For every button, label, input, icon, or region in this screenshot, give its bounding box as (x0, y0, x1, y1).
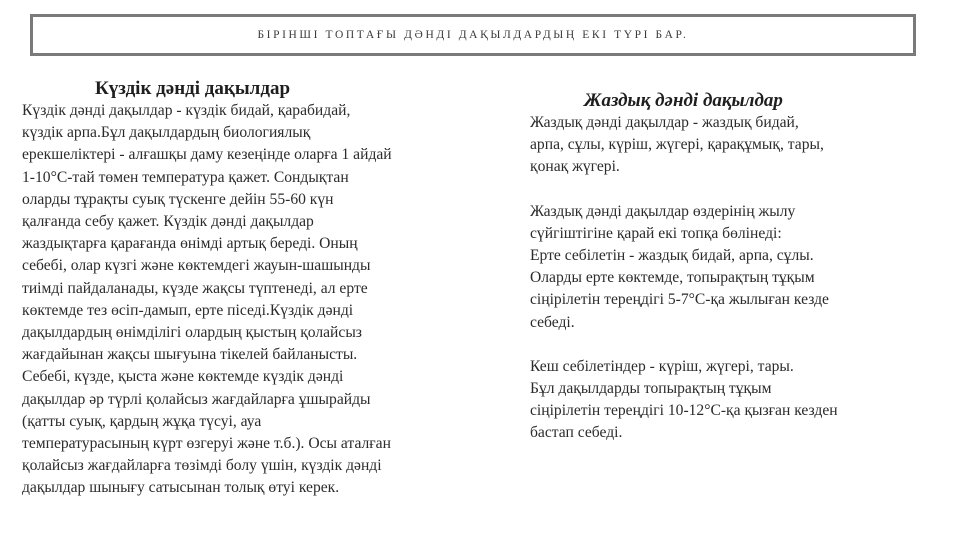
winter-crops-paragraph: Күздік дәнді дақылдар - күздік бидай, қарабидай, күздік арпа.Бұл дақылдардың биологиялық ерекшеліктері - алғашқы даму кезеңінде оларға 1 айдай 1-10°С-тай төмен температура қажет. Сондықтан оларды тұрақты суық түскенге дейін 55-60 күн қалғанда себу қажет. Күздік дәнді дақылдар жаздықтарға қарағанда өнімді артық береді. Оның себебі, олар күзгі және көктемдегі жауын-шашынды тиімді пайдаланады, күзде жақсы түптенеді, ал ерте көктемде тез өсіп-дамып, ерте піседі.Күздік дәнді дақылдардың өнімділігі олардың қыстың қолайсыз жағдайынан жақсы шығуына тікелей байланысты. Себебі, күзде, қыста және көктемде күздік дәнді дақылдар әр түрлі қолайсыз жағдайларға ұшырайды (қатты суық, қардың жұқа түсуі, ауа температурасының күрт өзгеруі және т.б.). Осы аталған қолайсыз жағдайларға төзімді болу үшін, күздік дәнді дақылдар шынығу сатысынан толық өтуі керек. (22, 102, 392, 497)
paragraph-spacer (530, 334, 940, 356)
paragraph-spacer (530, 179, 940, 201)
winter-crops-column (22, 77, 508, 500)
spring-crops-paragraph-1: Жаздық дәнді дақылдар - жаздық бидай, арпа, сұлы, күріш, жүгері, қарақұмық, тары, қонақ жүгері. (530, 114, 824, 176)
page-title: БІРІНШІ ТОПТАҒЫ ДӘНДІ ДАҚЫЛДАРДЫҢ ЕКІ ТҮРІ БАР. (257, 29, 689, 41)
spring-crops-heading: Жаздық дәнді дақылдар (584, 90, 783, 111)
spring-crops-column (530, 89, 940, 445)
spring-crops-paragraph-3: Кеш себілетіндер - күріш, жүгері, тары. Бұл дақылдарды топырақтың тұқым сіңірілетін тереңдігі 10-12°С-қа қызған кезден бастап себеді. (530, 357, 838, 442)
winter-crops-heading: Күздік дәнді дақылдар (95, 78, 291, 99)
title-box (30, 14, 916, 56)
spring-crops-paragraph-2: Жаздық дәнді дақылдар өздерінің жылу сүйгіштігіне қарай екі топқа бөлінеді: Ерте себілетін - жаздық бидай, арпа, сұлы. Оларды ерте көктемде, топырақтың тұқым сіңірілетін тереңдігі 5-7°С-қа жылыған кезде себеді. (530, 202, 829, 331)
